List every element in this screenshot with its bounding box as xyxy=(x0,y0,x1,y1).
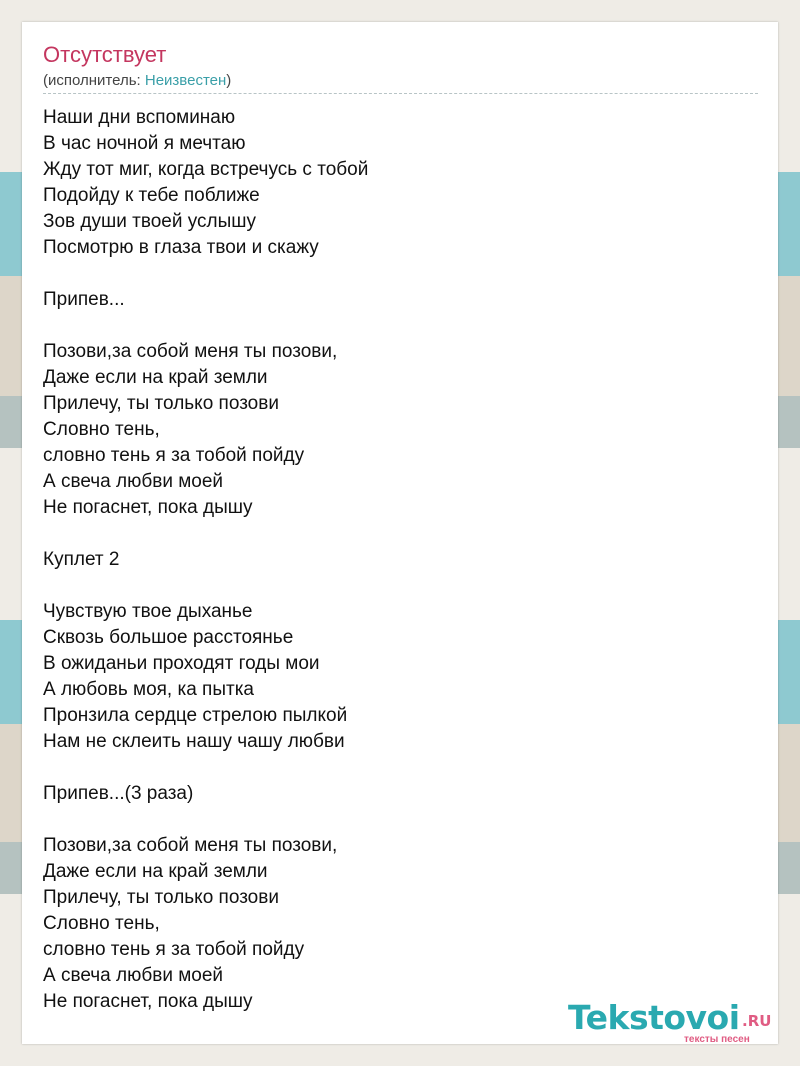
lyric-line: словно тень я за тобой пойду xyxy=(43,939,305,960)
lyric-line: Словно тень, xyxy=(43,419,160,440)
artist-line xyxy=(43,72,231,89)
lyric-line: словно тень я за тобой пойду xyxy=(43,445,305,466)
lyric-line: Подойду к тебе поближе xyxy=(43,185,260,206)
site-logo[interactable] xyxy=(568,998,778,1046)
lyric-line: Нам не склеить нашу чашу любви xyxy=(43,731,345,752)
lyrics-text xyxy=(43,105,758,1015)
blank-line xyxy=(43,573,758,599)
lyric-line: Жду тот миг, когда встречусь с тобой xyxy=(43,159,369,180)
lyric-line: Наши дни вспоминаю xyxy=(43,107,236,128)
lyric-line: Словно тень, xyxy=(43,913,160,934)
blank-line xyxy=(43,521,758,547)
artist-prefix: (исполнитель: xyxy=(43,72,145,89)
logo-wordmark: Tekstovoi xyxy=(568,998,740,1037)
lyrics-card xyxy=(22,22,778,1044)
blank-line xyxy=(43,313,758,339)
lyric-line: А любовь моя, ка пытка xyxy=(43,679,255,700)
logo-domain: .RU xyxy=(742,1012,772,1030)
lyric-line: Припев...(3 раза) xyxy=(43,783,194,804)
artist-suffix: ) xyxy=(226,72,232,89)
lyric-line: В час ночной я мечтаю xyxy=(43,133,246,154)
lyric-line: Припев... xyxy=(43,289,125,310)
artist-link[interactable]: Неизвестен xyxy=(144,72,227,89)
song-title: Отсутствует xyxy=(43,42,167,67)
lyric-line: Не погаснет, пока дышу xyxy=(43,991,253,1012)
lyric-line: А свеча любви моей xyxy=(43,965,224,986)
blank-line xyxy=(43,807,758,833)
lyric-line: Не погаснет, пока дышу xyxy=(43,497,253,518)
lyric-line: Позови,за собой меня ты позови, xyxy=(43,341,338,362)
lyric-line: Куплет 2 xyxy=(43,549,120,570)
lyric-line: Посмотрю в глаза твои и скажу xyxy=(43,237,319,258)
lyric-line: Пронзила сердце стрелою пылкой xyxy=(43,705,348,726)
lyric-line: Чувствую твое дыханье xyxy=(43,601,253,622)
lyric-line: А свеча любви моей xyxy=(43,471,224,492)
lyric-line: В ожиданьи проходят годы мои xyxy=(43,653,320,674)
lyric-line: Сквозь большое расстоянье xyxy=(43,627,294,648)
logo-tagline: тексты песен xyxy=(684,1034,750,1045)
lyric-line: Зов души твоей услышу xyxy=(43,211,257,232)
divider xyxy=(43,93,758,94)
lyric-line: Даже если на край земли xyxy=(43,861,268,882)
blank-line xyxy=(43,755,758,781)
lyric-line: Прилечу, ты только позови xyxy=(43,393,279,414)
blank-line xyxy=(43,261,758,287)
lyric-line: Прилечу, ты только позови xyxy=(43,887,279,908)
lyric-line: Даже если на край земли xyxy=(43,367,268,388)
lyric-line: Позови,за собой меня ты позови, xyxy=(43,835,338,856)
